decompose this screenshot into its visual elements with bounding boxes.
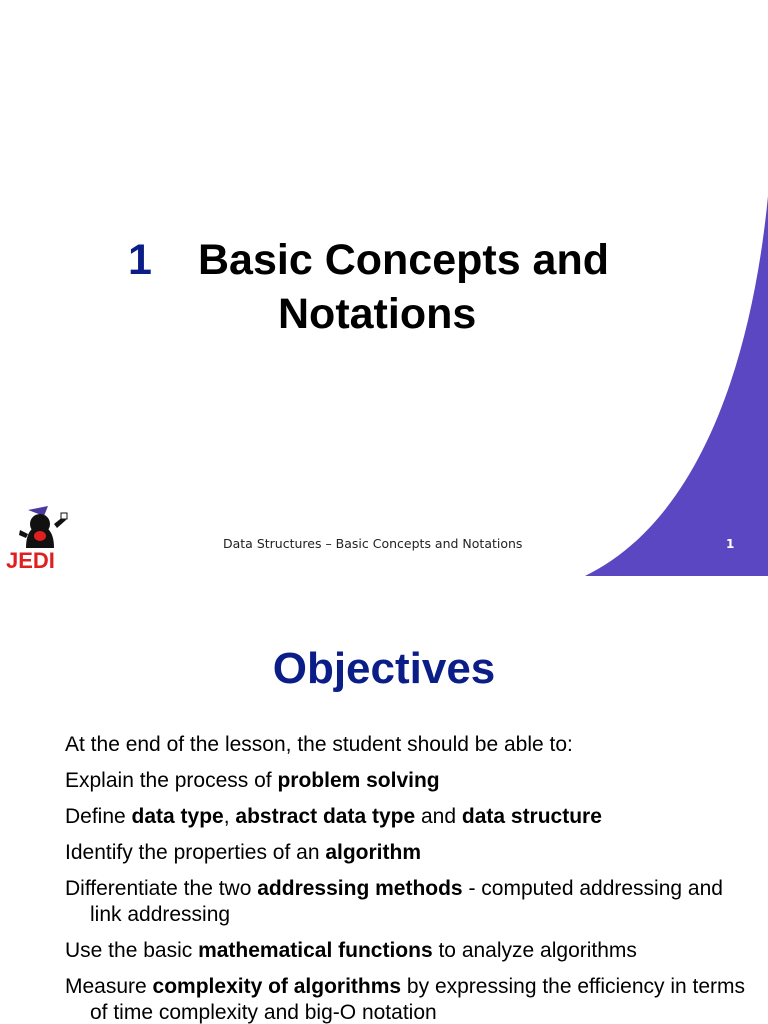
logo-text: JEDI (6, 548, 55, 572)
objectives-list (65, 732, 755, 1024)
page-number: 1 (726, 537, 735, 551)
jedi-logo (4, 500, 82, 572)
objectives-title: Objectives (272, 644, 496, 693)
list-item: Measure complexity of algorithms by expressing the efficiency in terms of time complexity and big-O notation (65, 975, 746, 1024)
list-item: At the end of the lesson, the student should be able to: (65, 733, 573, 756)
list-item: Explain the process of problem solving (65, 769, 440, 792)
list-item: Identify the properties of an algorithm (65, 841, 421, 864)
list-item: Define data type, abstract data type and data structure (65, 805, 602, 828)
list-item: Use the basic mathematical functions to analyze algorithms (65, 939, 637, 962)
duke-mascot-icon (19, 506, 67, 548)
list-item: Differentiate the two addressing methods - computed addressing and link addressing (65, 877, 723, 926)
title-line-1: Basic Concepts and (198, 236, 609, 284)
chapter-number: 1 (128, 236, 152, 284)
slide-footer: Data Structures – Basic Concepts and Notations (223, 536, 523, 551)
title-line-2: Notations (278, 290, 477, 338)
objectives-slide (0, 576, 768, 1024)
